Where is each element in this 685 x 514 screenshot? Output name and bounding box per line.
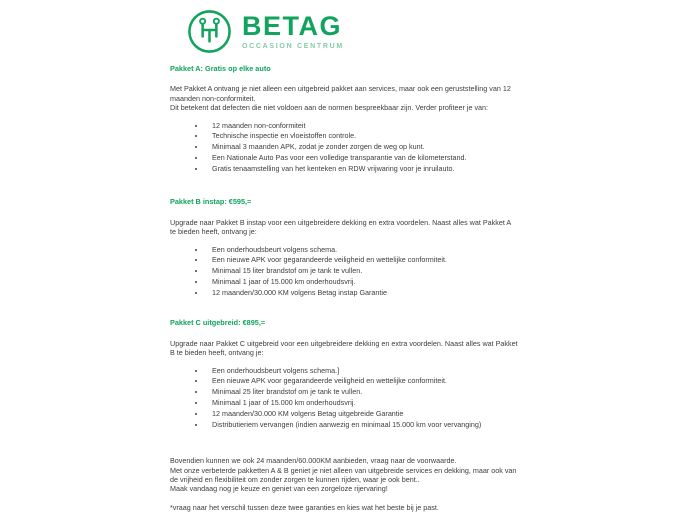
section-heading: Pakket B instap: €595,= <box>170 197 252 207</box>
section-pakket-b <box>170 197 518 297</box>
bullet-item: • Een nieuwe APK voor gegarandeerde veiligheid en wettelijke conformiteit. <box>206 255 518 264</box>
bullet-item: • Een Nationale Auto Pas voor een volledige transparantie van de kilometerstand. <box>206 153 518 162</box>
document-content <box>170 64 518 512</box>
paragraph: Upgrade naar Pakket B instap voor een uitgebreidere dekking en extra voordelen. Naast alles wat Pakket A te bieden heeft, ontvang je: <box>170 217 511 237</box>
paragraph: Bovendien kunnen we ook 24 maanden/60.000KM aanbieden, vraag naar de voorwaarde. <box>170 456 457 466</box>
footnote: *vraag naar het verschil tussen deze twee garanties en kies wat het beste bij je past. <box>170 502 439 512</box>
bullet-item: • Minimaal 3 maanden APK, zodat je zonder zorgen de weg op kunt. <box>206 142 518 151</box>
bullet-item: • Gratis tenaamstelling van het kenteken en RDW vrijwaring voor je inruilauto. <box>206 164 518 173</box>
paragraph: Upgrade naar Pakket C uitgebreid voor een uitgebreidere dekking en extra voordelen. Naast alles wat Pakket B te bieden heeft, ontvang je: <box>170 338 518 358</box>
bullet-list <box>170 121 518 174</box>
gear-shift-icon <box>186 8 233 55</box>
bullet-item: • Technische inspectie en vloeistoffen controle. <box>206 131 518 140</box>
section-pakket-c <box>170 318 518 429</box>
bullet-item: • 12 maanden/30.000 KM volgens Betag instap Garantie <box>206 288 518 297</box>
bullet-item: • 12 maanden non-conformiteit <box>206 121 518 130</box>
section-heading: Pakket A: Gratis op elke auto <box>170 64 271 73</box>
bullet-item: • Minimaal 1 jaar of 15.000 km onderhoudsvrij. <box>206 277 518 286</box>
section-heading: Pakket C uitgebreid: €895,= <box>170 318 266 328</box>
bullet-item: • Distributieriem vervangen (indien aanwezig en minimaal 15.000 km voor vervanging) <box>206 420 518 429</box>
logo-text <box>242 13 344 50</box>
bullet-item: • Minimaal 1 jaar of 15.000 km onderhoudsvrij. <box>206 398 518 407</box>
section-pakket-a <box>170 64 518 173</box>
logo-brand: BETAG <box>242 11 342 41</box>
bullet-item: • Een onderhoudsbeurt volgens schema. <box>206 245 518 254</box>
closing-block <box>170 456 518 512</box>
logo-subtitle: OCCASION CENTRUM <box>242 43 344 50</box>
bullet-item: • Een onderhoudsbeurt volgens schema.] <box>206 366 518 375</box>
bullet-item: • Minimaal 15 liter brandstof om je tank te vullen. <box>206 266 518 275</box>
bullet-item: • Minimaal 25 liter brandstof om je tank te vullen. <box>206 387 518 396</box>
bullet-list <box>170 366 518 430</box>
paragraph: Maak vandaag nog je keuze en geniet van een zorgeloze rijervaring! <box>170 484 388 494</box>
paragraph: Met onze verbeterde pakketten A & B geniet je niet alleen van uitgebreide services en dekking, maar ook van de vrijheid en flexibiliteit om zonder zorgen te kunnen rijden, waar je ook bent.. <box>170 465 517 484</box>
logo <box>186 8 344 55</box>
paragraph: Met Pakket A ontvang je niet alleen een uitgebreid pakket aan services, maar ook een geruststelling van 12 maanden non-conformiteit. <box>170 84 511 103</box>
bullet-item: • Een nieuwe APK voor gegarandeerde veiligheid en wettelijke conformiteit. <box>206 376 518 385</box>
paragraph: Dit betekent dat defecten die niet voldoen aan de normen bespreekbaar zijn. Verder profiteer je van: <box>170 103 489 113</box>
bullet-list <box>170 245 518 298</box>
bullet-item: • 12 maanden/30.000 KM volgens Betag uitgebreide Garantie <box>206 409 518 418</box>
